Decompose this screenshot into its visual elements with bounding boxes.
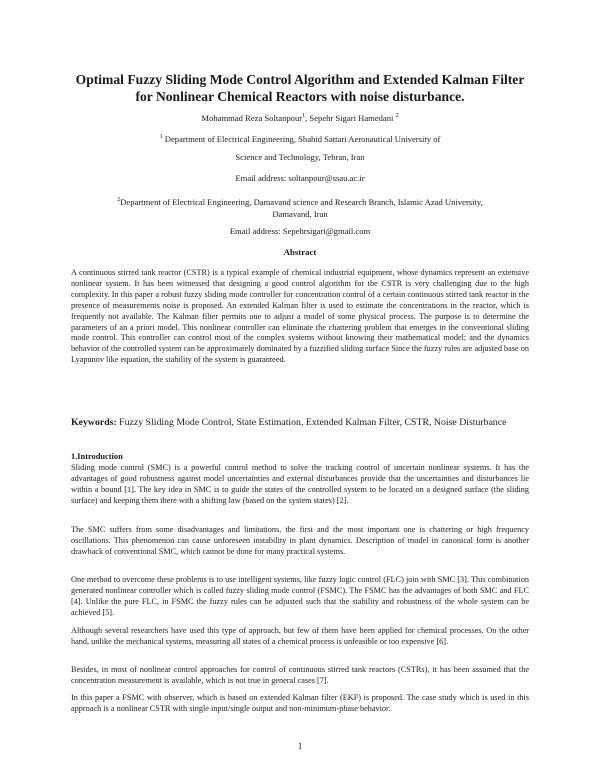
paper-title xyxy=(60,71,540,105)
affiliation-1-sup: 1 xyxy=(159,134,163,140)
affiliation-2-line-1: Department of Electrical Engineering, Damavand science and Research Branch, Islamic Azad University, xyxy=(120,196,483,207)
author-1: Mohammad Reza Soltanpour xyxy=(201,112,303,123)
keywords-label: Keywords: xyxy=(71,417,117,428)
keywords-text: Fuzzy Sliding Mode Control, State Estimation, Extended Kalman Filter, CSTR, Noise Disturbance xyxy=(116,417,507,428)
affiliation-1 xyxy=(60,131,540,146)
section-heading-introduction: 1.Introduction xyxy=(71,452,123,461)
paragraph-1: Sliding mode control (SMC) is a powerful control method to solve the tracking control of uncertain nonlinear systems. It has the advantages of good robustness against model uncertainties and external disturbances provide that the uncertainties and disturbances lie within a bound [1]. The key idea in SMC is to guide the states of the controlled system to be located on a designed surface (the sliding surface) and keeping them there with a shifting law (based on the system states) [2]. xyxy=(71,463,529,505)
author-line xyxy=(60,110,540,125)
affiliation-2 xyxy=(60,194,540,220)
author-1-sup: 1 xyxy=(302,113,306,119)
affiliation-2-sup: 2 xyxy=(117,197,121,203)
page-number: 1 xyxy=(297,741,303,751)
title-line-2: for Nonlinear Chemical Reactors with noise disturbance. xyxy=(135,89,465,104)
affiliation-2-line-2: Damavand, Iran xyxy=(272,208,328,219)
abstract-heading: Abstract xyxy=(283,247,317,257)
paragraph-3: One method to overcome these problems is to use intelligent systems, like fuzzy logic control (FLC) join with SMC [3]. This combination generated nonlinear controller which is called fuzzy sliding mode control (FSMC). The FSMC has the advantages of both SMC and FLC [4]. Unlike the pure FLC, in FSMC the fuzzy rules can be adjusted such that the stability and robustness of the whole system can be achieved [5]. xyxy=(71,575,529,617)
abstract-text: A continuous stirred tank reactor (CSTR) is a typical example of chemical industrial equipment, whose dynamics represent an extensive nonlinear system. It has been witnessed that designing a good control algorithm for the CSTR is very challenging due to the high complexity. In this paper a robust fuzzy sliding mode controller for concentration control of a certain continuous stirred tank reactor in the presence of measurements noise is proposed. An extended Kalman filter is used to estimate the concentrations in the reactor, which is frequently not available. The Kalman filter permits one to adjust a model of some physical process. The purpose is to determine the parameters of an a priori model. This nonlinear controller can eliminate the chattering problem that emerges in the conventional sliding mode control. This controller can control most of the complex systems without knowing their mathematical model; and the dynamics behavior of the controlled system can be approximately dominated by a fuzzified sliding surface Since the fuzzy rules are adjusted base on Lyapunov like equation, the stability of the system is guaranteed. xyxy=(71,268,529,365)
title-line-1: Optimal Fuzzy Sliding Mode Control Algorithm and Extended Kalman Filter xyxy=(75,72,525,87)
author-2: Sepehr Sigari Hamedani xyxy=(309,112,394,123)
keywords xyxy=(71,417,529,429)
paragraph-4: Although several researchers have used this type of approach, but few of them have been applied for chemical processes. On the other hand, unlike the mechanical systems, measuring all states of a chemical process is unfeasible or too expensive [6]. xyxy=(71,626,529,646)
paragraph-6: In this paper a FSMC with observer, which is based on extended Kalman filter (EKF) is proposed. The case study which is used in this approach is a nonlinear CSTR with single input/single output and non-minimum-phase behavior. xyxy=(71,693,529,713)
author-2-sup: 2 xyxy=(395,113,399,119)
affiliation-1-line-2: Science and Technology, Tehran, Iran xyxy=(235,152,365,162)
paragraph-2: The SMC suffers from some disadvantages and limitations, the first and the most important one is chattering or high frequency oscillations. This phenomenon can cause unforeseen instability in plant dynamics. Description of model in canonical form is another drawback of conventional SMC, which cannot be done for many practical systems. xyxy=(71,525,529,556)
author-separator: , xyxy=(305,112,310,123)
affiliation-1-line-1: Department of Electrical Engineering, Shahid Sattari Aeronautical University of xyxy=(162,133,441,144)
paragraph-5: Besides, in most of nonlinear control approaches for control of continuous stirred tank reactors (CSTRs), it has been assumed that the concentration measurement is available, which is not true in general cases [7]. xyxy=(71,665,529,685)
affiliation-2-email: Email address: Sepehrsigari@gmail.com xyxy=(229,226,371,236)
affiliation-1-email: Email address: soltanpour@ssau.ac.ir xyxy=(235,173,365,183)
